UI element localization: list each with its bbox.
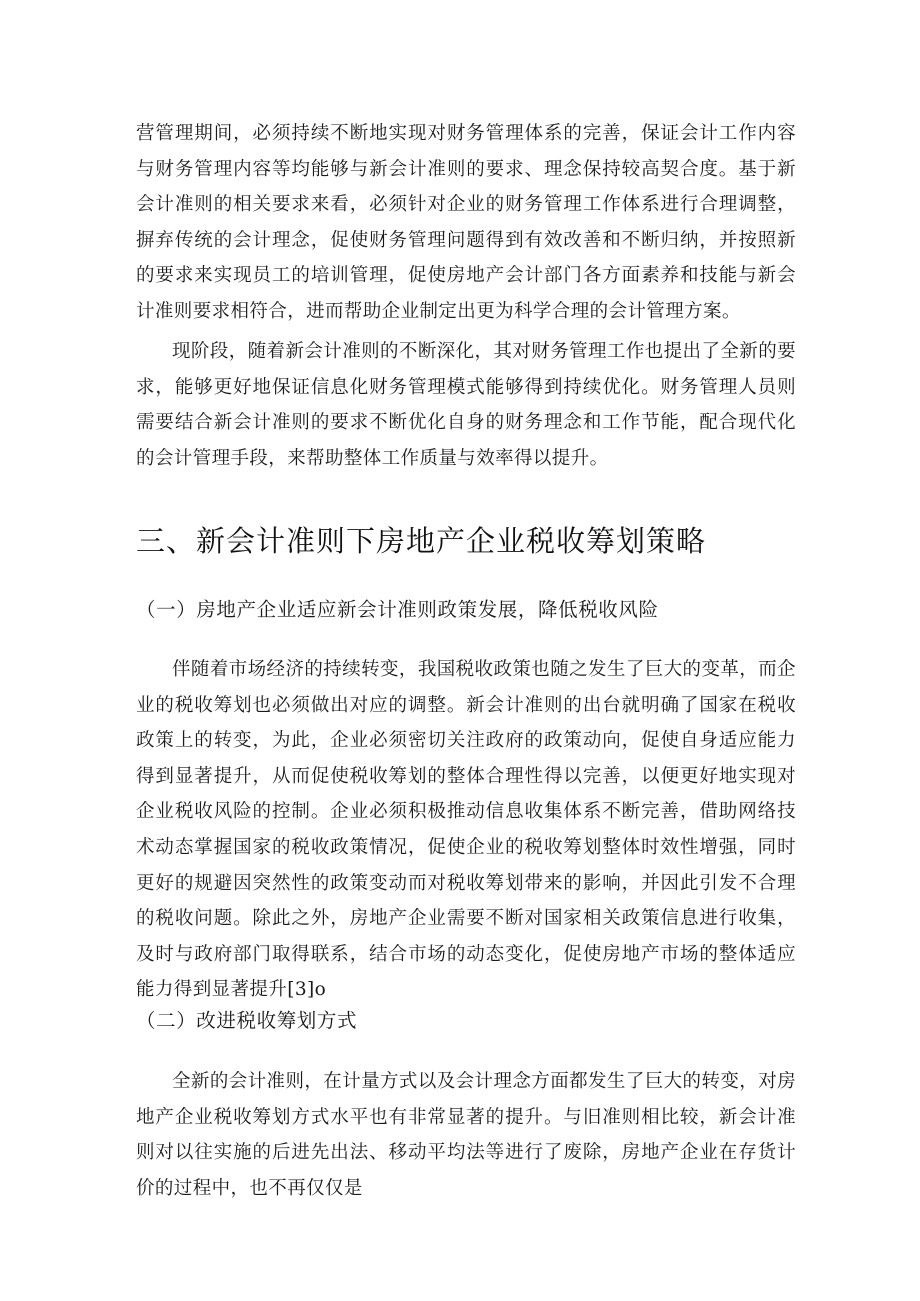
paragraph-text: 现阶段，随着新会计准则的不断深化，其对财务管理工作也提出了全新的要求，能够更好地保证信息化财务管理模式能够得到持续优化。财务管理人员则需要结合新会计准则的要求不断优化自身的财务理念和工作节能，配合现代化的会计管理手段，来帮助整体工作质量与效率得以提升。 — [136, 341, 796, 469]
paragraph-current-stage — [136, 334, 796, 476]
paragraph-financial-management-continued — [136, 116, 796, 330]
paragraph-text: 伴随着市场经济的持续转变，我国税收政策也随之发生了巨大的变革，而企业的税收筹划也必须做出对应的调整。新会计准则的出台就明确了国家在税收政策上的转变，为此，企业必须密切关注政府的政策动向，促使自身适应能力得到显著提升，从而促使税收筹划的整体合理性得以完善，以便更好地实现对企业税收风险的控制。企业必须积极推动信息收集体系不断完善，借助网络技术动态掌握国家的税收政策情况，促使企业的税收筹划整体时效性增强，同时更好的规避因突然性的政策变动而对税收筹划带来的影响，并因此引发不合理的税收问题。除此之外，房地产企业需要不断对国家相关政策信息进行收集，及时与政府部门取得联系，结合市场的动态变化，促使房地产市场的整体适应能力得到显著提升[3]o — [136, 659, 796, 1001]
subsection-heading-2: （二）改进税收筹划方式 — [136, 1009, 358, 1032]
paragraph-improve-tax-planning — [136, 1064, 796, 1206]
paragraph-text: 全新的会计准则，在计量方式以及会计理念方面都发生了巨大的转变，对房地产企业税收筹划方式水平也有非常显著的提升。与旧准则相比较，新会计准则对以往实施的后进先出法、移动平均法等进行了废除，房地产企业在存货计价的过程中，也不再仅仅是 — [136, 1071, 796, 1199]
subsection-heading-1: （一）房地产企业适应新会计准则政策发展，降低税收风险 — [136, 598, 659, 621]
paragraph-tax-policy-adaptation — [136, 652, 796, 1008]
section-heading: 三、新会计准则下房地产企业税收筹划策略 — [136, 524, 707, 558]
paragraph-text: 营管理期间，必须持续不断地实现对财务管理体系的完善，保证会计工作内容与财务管理内容等均能够与新会计准则的要求、理念保持较高契合度。基于新会计准则的相关要求来看，必须针对企业的财务管理工作体系进行合理调整，摒弃传统的会计理念，促使财务管理问题得到有效改善和不断归纳，并按照新的要求来实现员工的培训管理，促使房地产会计部门各方面素养和技能与新会计准则要求相符合，进而帮助企业制定出更为科学合理的会计管理方案。 — [136, 123, 796, 322]
